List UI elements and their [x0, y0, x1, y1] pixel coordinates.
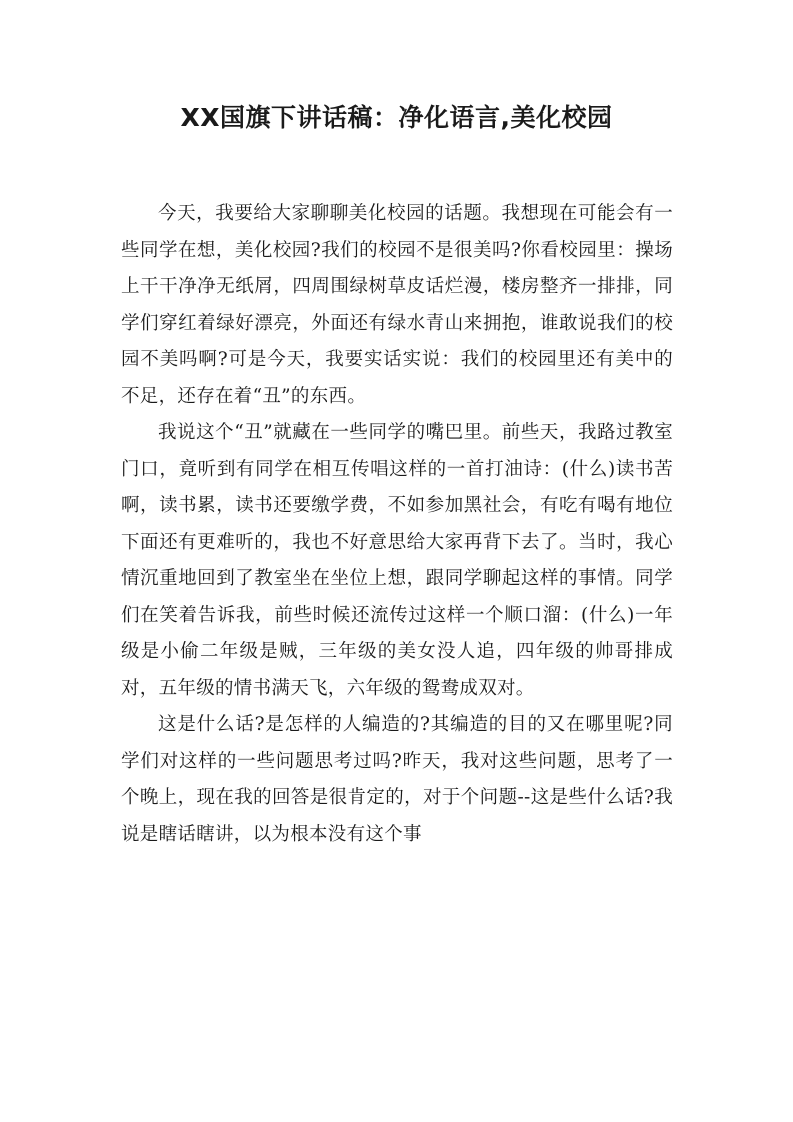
page-title: XX国旗下讲话稿：净化语言,美化校园 — [180, 103, 613, 132]
paragraph-3: 这是什么话?是怎样的人编造的?其编造的目的又在哪里呢?同学们对这样的一些问题思考过吗?昨天，我对这些问题，思考了一个晚上，现在我的回答是很肯定的，对于个问题--这是些什么话?我说是瞎话瞎讲，以为根本没有这个事 — [121, 714, 673, 845]
document-body — [121, 196, 673, 853]
paragraph-1: 今天，我要给大家聊聊美化校园的话题。我想现在可能会有一些同学在想，美化校园?我们的校园不是很美吗?你看校园里：操场上干干净净无纸屑，四周围绿树草皮话烂漫，楼房整齐一排排，同学们穿红着绿好漂亮，外面还有绿水青山来拥抱，谁敢说我们的校园不美吗啊?可是今天，我要实话实说：我们的校园里还有美中的不足，还存在着“丑”的东西。 — [121, 203, 673, 407]
paragraph-2: 我说这个“丑”就藏在一些同学的嘴巴里。前些天，我路过教室门口，竟听到有同学在相互传唱这样的一首打油诗：(什么)读书苦啊，读书累，读书还要缴学费，不如参加黑社会，有吃有喝有地位下面还有更难听的，我也不好意思给大家再背下去了。当时，我心情沉重地回到了教室坐在坐位上想，跟同学聊起这样的事情。同学们在笑着告诉我，前些时候还流传过这样一个顺口溜：(什么)一年级是小偷二年级是贼，三年级的美女没人追，四年级的帅哥排成对，五年级的情书满天飞，六年级的鸳鸯成双对。 — [121, 422, 673, 699]
